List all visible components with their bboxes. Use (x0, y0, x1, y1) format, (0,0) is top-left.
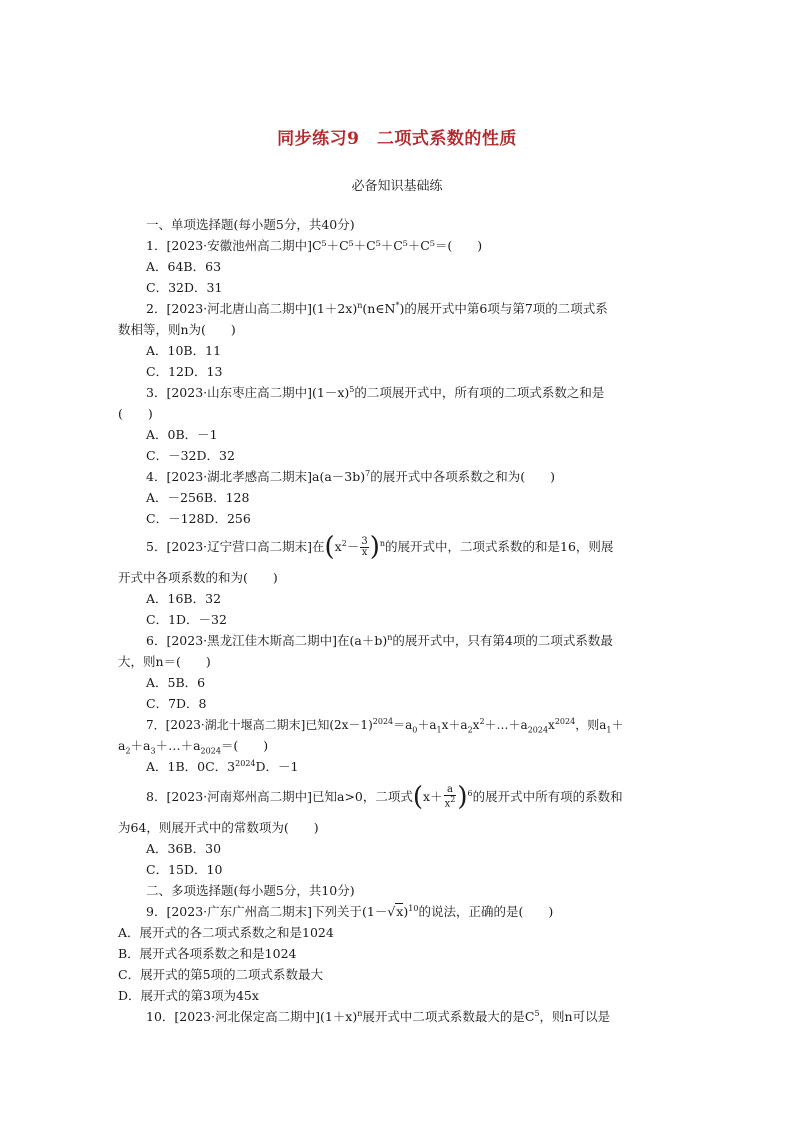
question-10-stem: 10．[2023·河北保定高二期中]$(1+x)^n$展开式中二项式系数最大的是$C^5$，则n可以是 (146, 1009, 611, 1025)
question-5-stem-continued: 开式中各项系数的和为( ) (118, 570, 278, 585)
question-6-options-ab: A．5B．6 (146, 675, 206, 690)
sqrt-x: x (396, 904, 404, 920)
question-9-stem: 9．[2023·广东广州高二期末]下列关于$(1-√x)^{10}$的说法，正确的是( ) (146, 904, 554, 920)
question-4-options-cd: C．－128D．256 (146, 511, 251, 526)
question-6-stem-continued: 大，则n＝( ) (118, 654, 211, 669)
question-2-stem-continued: 数相等，则n为( ) (118, 322, 236, 337)
question-5-options-cd: C．1D．－32 (146, 612, 227, 627)
question-1-stem: 1．[2023·安徽池州高二期中]C⁵＋C⁵＋C⁵＋C⁵＋C⁵＝( ) (146, 238, 483, 253)
question-9-option-d: D．展开式的第3项为45x (118, 988, 259, 1003)
question-2-stem: 2．[2023·河北唐山高二期中]$(1+2x)^n(n\in N^*)$的展开式中第6项与第7项的二项式系 (146, 301, 608, 317)
question-6-stem: 6．[2023·黑龙江佳木斯高二期中]在$(a+b)^n$的展开式中，只有第4项的二项式系数最 (146, 633, 613, 649)
question-6-options-cd: C．7D．8 (146, 696, 207, 711)
question-2-options-ab: A．10B．11 (146, 343, 222, 358)
question-9-option-c: C．展开式的第5项的二项式系数最大 (118, 967, 324, 982)
question-3-stem: 3．[2023·山东枣庄高二期中]$(1-x)^5$的二项展开式中，所有项的二项式系数之和是 (146, 385, 605, 401)
section-heading-single-choice: 一、单项选择题(每小题5分，共40分) (146, 217, 355, 232)
question-1-options-ab: A．64B．63 (146, 259, 222, 274)
question-2-options-cd: C．12D．13 (146, 364, 223, 379)
question-9-option-a: A．展开式的各二项式系数之和是1024 (118, 925, 334, 940)
question-7-stem: 7．[2023·湖北十堰高二期末]已知$(2x-1)^{2024}=a_0+a_1x+a_2x^2+\dots+a_{2024}x^{2024}$，则$a_1+$ (146, 717, 624, 735)
question-3-options-cd: C．－32D．32 (146, 448, 235, 463)
question-8-options-ab: A．36B．30 (146, 841, 222, 856)
question-3-stem-continued: ( ) (118, 406, 153, 421)
section-heading-multiple-choice: 二、多项选择题(每小题5分，共10分) (146, 883, 355, 898)
question-4-options-ab: A．－256B．128 (146, 490, 250, 505)
question-4-stem: 4．[2023·湖北孝感高二期末]$a(a-3b)^7$的展开式中各项系数之和为( ) (146, 469, 555, 485)
question-8-stem-continued: 为64，则展开式中的常数项为( ) (118, 820, 319, 835)
fraction-3-over-x: $\frac{3}{x}$ (361, 535, 368, 559)
question-8-stem: 8．[2023·河南郑州高二期中]已知a>0，二项式(x＋ $\frac{a}{x^2}$ )$^6$的展开式中所有项的系数和 (146, 782, 623, 812)
fraction-a-over-x2: $\frac{a}{x^2}$ (444, 783, 456, 810)
question-3-options-ab: A．0B．－1 (146, 427, 218, 442)
question-7-options: A．1B．0C．$3^{2024}D$．－1 (146, 759, 299, 775)
question-9-option-b: B．展开式各项系数之和是1024 (118, 946, 297, 961)
question-8-options-cd: C．15D．10 (146, 862, 223, 877)
page-subtitle: 必备知识基础练 (351, 179, 443, 194)
question-5-options-ab: A．16B．32 (146, 591, 222, 606)
question-7-stem-continued: $a_2+a_3+\dots+a_{2024}=$( ) (118, 738, 269, 756)
page-title: 同步练习9 二项式系数的性质 (277, 129, 517, 149)
question-5-stem: 5．[2023·辽宁营口高二期末]在($x^2-$ $\frac{3}{x}$ )$^n$的展开式中，二项式系数的和是16，则展 (146, 532, 614, 562)
question-1-options-cd: C．32D．31 (146, 280, 223, 295)
